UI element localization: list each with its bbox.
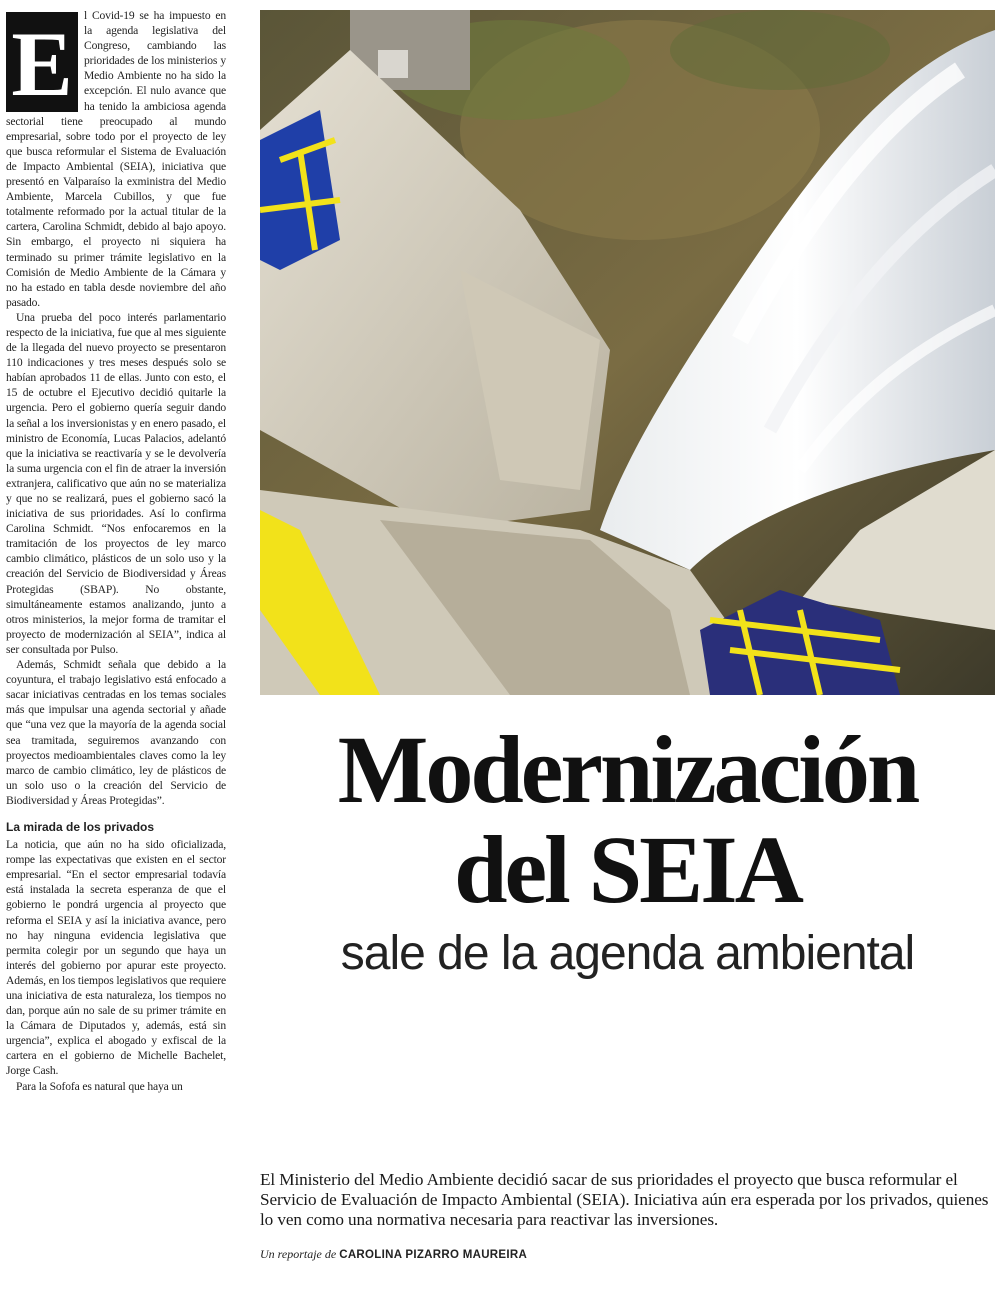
byline: [260, 1247, 860, 1262]
section-heading: La mirada de los privados: [6, 819, 155, 834]
article-paragraph-4: La noticia, que aún no ha sido oficializada, rompe las expectativas que existen en el sector empresarial. “En el sector empresarial todavía está instalada la secreta esperanza de que el gobierno le pondrá urgencia al proyecto que reforma el SEIA y así la iniciativa avance, pero no hay ninguna evidencia legislativa que permita colegir por un segundo que haya un interés del gobierno por apurar este proyecto. Además, en los tiempos legislativos que requiere una iniciativa de esta naturaleza, los tiempos no dan, porque aún no sale de su primer trámite en la Cámara de Diputados y, además, está sin urgencia”, explica el abogado y exfiscal de la cartera en el gobierno de Michelle Bachelet, Jorge Cash.: [6, 838, 226, 1078]
subheadline: sale de la agenda ambiental: [340, 927, 915, 980]
drop-cap: E: [6, 12, 78, 112]
article-paragraph-2: Una prueba del poco interés parlamentario respecto de la iniciativa, fue que al mes siguiente de la llegada del nuevo proyecto se presentaron 110 indicaciones y tres meses después solo se habían aprobados 11 de ellas. Junto con esto, el 15 de octubre el Ejecutivo decidió quitarle la urgencia. Pero el gobierno quería seguir dando la señal a los inversionistas y en enero pasado, el ministro de Economía, Lucas Palacios, adelantó que la iniciativa se reactivaría y se le devolvería la suma urgencia con el fin de atraer la inversión extranjera, calificativo que aún no se materializa y que no se realizará, pues el gobierno sacó la iniciativa de sus prioridades. Así lo confirma Carolina Schmidt. “Nos enfocaremos en la tramitación de los proyectos de ley marco cambio climático, plásticos de un solo uso y la creación del Servicio de Biodiversidad y Áreas Protegidas (SBAP). No obstante, simultáneamente estamos analizando, junto a otros ministerios, la mejor forma de tramitar el proyecto de modernización al SEIA”, indica al ser consultada por Pulso.: [6, 310, 226, 656]
headline-line-2: del SEIA: [454, 816, 801, 923]
headline: [260, 716, 995, 923]
article-paragraph-5: Para la Sofofa es natural que haya un: [16, 1079, 183, 1093]
headline-line-1: Modernización: [337, 716, 918, 823]
article-paragraph-3: Además, Schmidt señala que debido a la coyuntura, el trabajo legislativo está enfocado a sacar iniciativas centradas en los temas sociales más que impulsar una agenda sectorial y añade que “una vez que la mayoría de la agenda social sea tramitada, seguiremos avanzando con proyectos medioambientales claves como la ley marco de cambio climático, ley de plásticos de un solo uso o la creación del Servicio de Biodiversidad y Áreas Protegidas”.: [6, 658, 226, 807]
article-paragraph-1: l Covid-19 se ha impuesto en la agenda legislativa del Congreso, cambiando las prioridades de los ministerios y Medio Ambiente no ha sido la excepción. El nulo avance que ha tenido la ambiciosa agenda sectorial tiene preocupado al mundo empresarial, sobre todo por el proyecto de ley que busca reformular el Sistema de Evaluación de Impacto Ambiental (SEIA), iniciativa que presentó en Valparaíso la exministra del Medio Ambiente, Marcela Cubillos, y que fue totalmente reformado por la actual titular de la cartera, Carolina Schmidt, debido al bajo apoyo. Sin embargo, el proyecto ni siquiera ha terminado su primer trámite legislativo en la Comisión de Medio Ambiente de la Cámara y no ha estado en tabla desde noviembre del año pasado.: [6, 9, 226, 309]
byline-author: CAROLINA PIZARRO MAUREIRA: [339, 1249, 528, 1261]
dam-spillway-photo: [260, 10, 995, 695]
byline-prefix: Un reportaje de: [260, 1247, 337, 1261]
lead-paragraph: El Ministerio del Medio Ambiente decidió sacar de sus prioridades el proyecto que busca reformular el Servicio de Evaluación de Impacto Ambiental (SEIA). Iniciativa aún era esperada por los privados, quienes lo ven como una normativa necesaria para reactivar las inversiones.: [260, 1170, 989, 1229]
article-body-column: [6, 8, 226, 1094]
